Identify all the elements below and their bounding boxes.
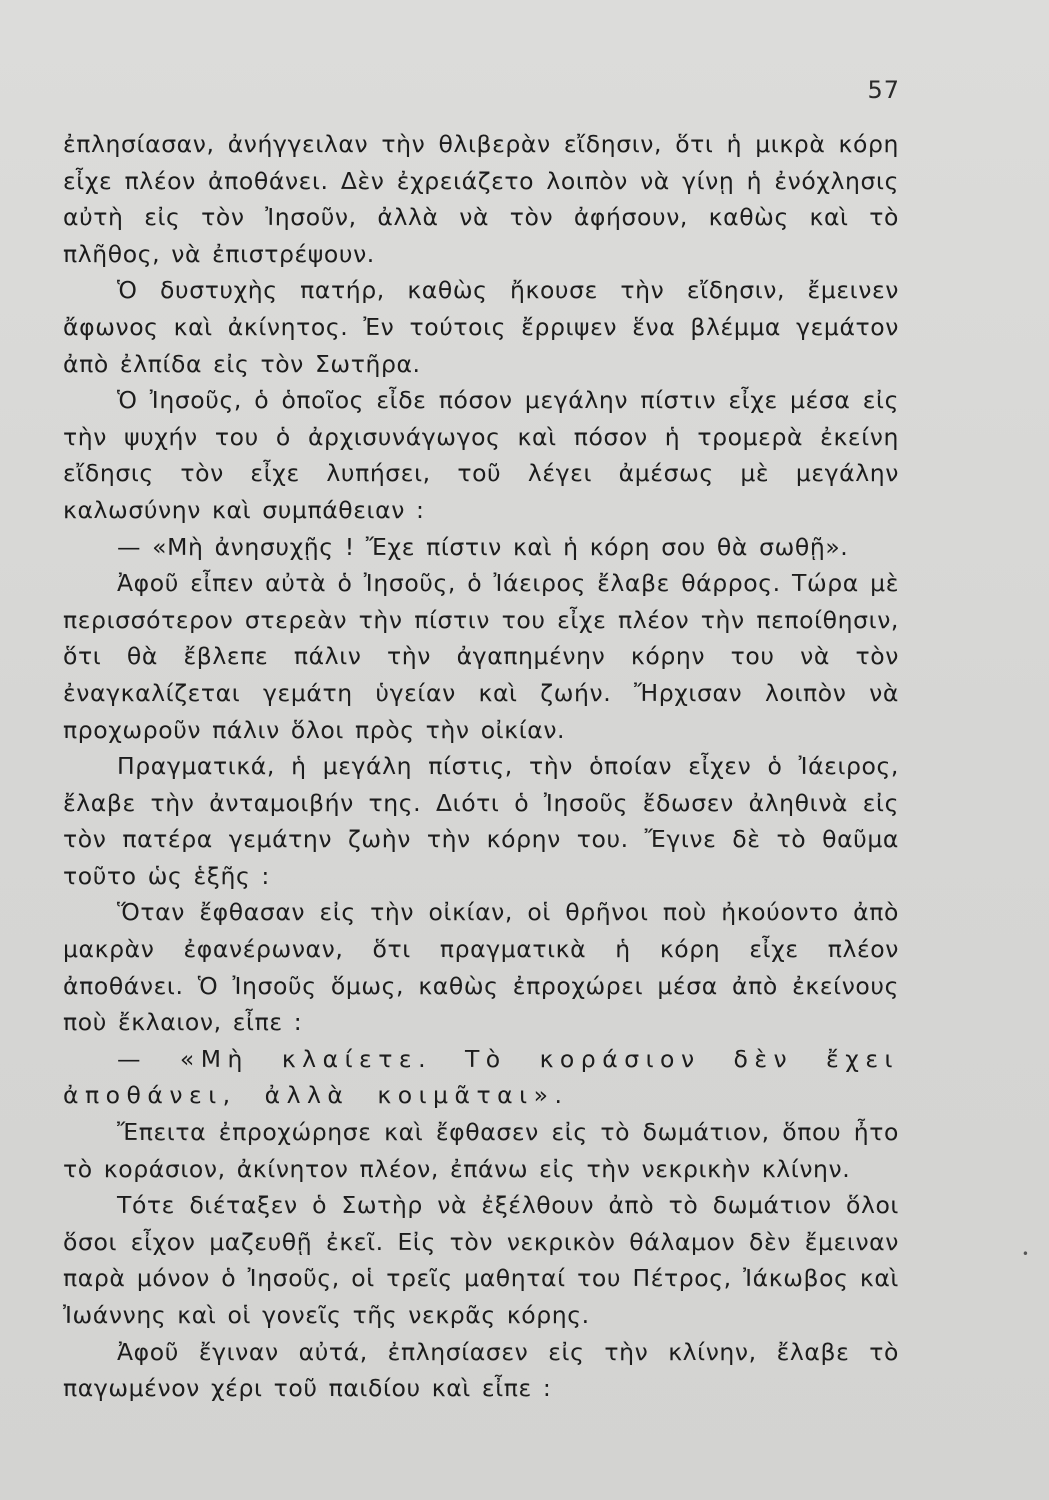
margin-mark: • [1021,1247,1029,1261]
paragraph-8-quote-line-1: — «Μὴ κλαίετε. Τὸ κοράσιον δὲν ἔχει [117,1044,899,1073]
paragraph-3: Ὁ Ἰησοῦς, ὁ ὁποῖος εἶδε πόσον μεγάλην πίστιν εἶχε μέσα εἰς τὴν ψυχήν του ὁ ἀρχισυνάγωγος καὶ πόσον ἡ τρομερὰ ἐκείνη εἴδησις τὸν εἶχε λυπήσει, τοῦ λέγει ἀμέσως μὲ μεγάλην καλωσύνην καὶ συμπάθειαν : [63,386,899,524]
paragraph-6: Πραγματικά, ἡ μεγάλη πίστις, τὴν ὁποίαν εἶχεν ὁ Ἰάειρος, ἔλαβε τὴν ἀνταμοιβήν της. Διότι ὁ Ἰησοῦς ἔδωσεν ἀληθινὰ εἰς τὸν πατέρα γεμάτην ζωὴν τὴν κόρην του. Ἔγινε δὲ τὸ θαῦμα τοῦτο ὡς ἑξῆς : [63,752,899,890]
paragraph-11: Ἀφοῦ ἔγιναν αὐτά, ἐπλησίασεν εἰς τὴν κλίνην, ἔλαβε τὸ παγωμένον χέρι τοῦ παιδίου καὶ εἶπε : [63,1337,899,1403]
body-text [63,126,899,1407]
paragraph-1: ἐπλησίασαν, ἀνήγγειλαν τὴν θλιβερὰν εἴδησιν, ὅτι ἡ μικρὰ κόρη εἶχε πλέον ἀποθάνει. Δὲν ἐχρειάζετο λοιπὸν νὰ γίνῃ ἡ ἐνόχλησις αὐτὴ εἰς τὸν Ἰησοῦν, ἀλλὰ νὰ τὸν ἀφήσουν, καθὼς καὶ τὸ πλῆθος, νὰ ἐπιστρέψουν. [63,130,899,268]
paragraph-9: Ἔπειτα ἐπροχώρησε καὶ ἔφθασεν εἰς τὸ δωμάτιον, ὅπου ἦτο τὸ κοράσιον, ἀκίνητον πλέον, ἐπάνω εἰς τὴν νεκρικὴν κλίνην. [63,1118,899,1183]
paragraph-5: Ἀφοῦ εἶπεν αὐτὰ ὁ Ἰησοῦς, ὁ Ἰάειρος ἔλαβε θάρρος. Τώρα μὲ περισσότερον στερεὰν τὴν πίστιν του εἶχε πλέον τὴν πεποίθησιν, ὅτι θὰ ἔβλεπε πάλιν τὴν ἀγαπημένην κόρην του νὰ τὸν ἐναγκαλίζεται γεμάτη ὑγείαν καὶ ζωήν. Ἤρχισαν λοιπὸν νὰ προχωροῦν πάλιν ὅλοι πρὸς τὴν οἰκίαν. [63,569,899,744]
paragraph-8-quote-line-2: ἀποθάνει, ἀλλὰ κοιμᾶται». [63,1081,569,1110]
paragraph-4-quote: — «Μὴ ἀνησυχῇς ! Ἔχε πίστιν καὶ ἡ κόρη σου θὰ σωθῇ». [117,532,849,561]
paragraph-10: Τότε διέταξεν ὁ Σωτὴρ νὰ ἐξέλθουν ἀπὸ τὸ δωμάτιον ὅλοι ὅσοι εἶχον μαζευθῇ ἐκεῖ. Εἰς τὸν νεκρικὸν θάλαμον δὲν ἔμειναν παρὰ μόνον ὁ Ἰησοῦς, οἱ τρεῖς μαθηταί του Πέτρος, Ἰάκωβος καὶ Ἰωάννης καὶ οἱ γονεῖς τῆς νεκρᾶς κόρης. [63,1191,899,1329]
paragraph-7: Ὅταν ἔφθασαν εἰς τὴν οἰκίαν, οἱ θρῆνοι ποὺ ἠκούοντο ἀπὸ μακρὰν ἐφανέρωναν, ὅτι πραγματικὰ ἡ κόρη εἶχε πλέον ἀποθάνει. Ὁ Ἰησοῦς ὅμως, καθὼς ἐπροχώρει μέσα ἀπὸ ἐκείνους ποὺ ἔκλαιον, εἶπε : [63,898,899,1037]
paragraph-2: Ὁ δυστυχὴς πατήρ, καθὼς ἤκουσε τὴν εἴδησιν, ἔμεινεν ἄφωνος καὶ ἀκίνητος. Ἐν τούτοις ἔρριψεν ἕνα βλέμμα γεμάτον ἀπὸ ἐλπίδα εἰς τὸν Σωτῆρα. [63,276,899,378]
page-number: 57 [867,76,900,104]
